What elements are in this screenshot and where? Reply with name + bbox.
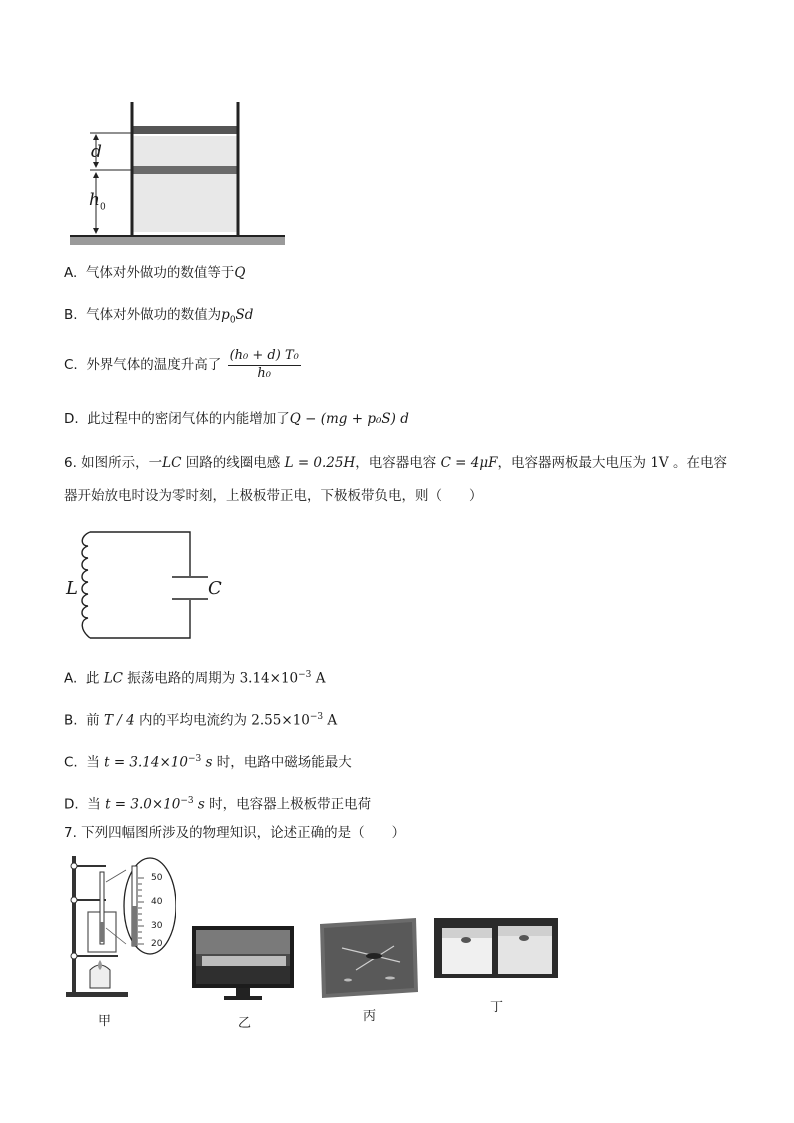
- q6-option-a: A. 此 LC 振荡电路的周期为 $3.14\times 10^{-3}$ A: [64, 670, 326, 687]
- label-h0: $h_0$: [89, 190, 106, 213]
- q5-option-d: D. 此过程中的密闭气体的内能增加了Q − (mg + p₀S) d: [64, 411, 409, 427]
- figure-yi: [192, 926, 296, 1004]
- thermo-tick-30: 30: [151, 921, 163, 931]
- label-L: L: [66, 578, 78, 599]
- gas-fill: [133, 136, 237, 232]
- q6-stem-line2: 器开始放电时设为零时刻，上极板带正电，下极板带负电，则（ ）: [64, 488, 483, 504]
- figure-bing: [320, 918, 418, 1000]
- caption-ding: 丁: [490, 1000, 504, 1015]
- fraction: $\frac{\text{(h₀ + d) T₀}}{\text{h₀}}$: [229, 348, 299, 381]
- ground: [70, 237, 285, 245]
- q5-option-c: C. 外界气体的温度升高了 $\frac{\text{(h₀ + d) T₀}}{\text{h₀}}$: [64, 348, 299, 381]
- thermo-tick-20: 20: [151, 939, 163, 949]
- label-C: C: [208, 578, 222, 599]
- piston-cylinder-figure: [70, 98, 285, 246]
- q6-option-c: C. 当 $t = 3.14\times 10^{-3}$ s 时，电路中磁场能最大: [64, 754, 352, 771]
- q7-stem: 7. 下列四幅图所涉及的物理知识，论述正确的是（ ）: [64, 825, 406, 841]
- q5-option-a: A. 气体对外做功的数值等于Q: [64, 265, 246, 281]
- label-d: d: [91, 142, 102, 162]
- piston-plate: [133, 166, 237, 174]
- q5-option-b: B. 气体对外做功的数值为$p_0Sd$: [64, 307, 254, 326]
- thermo-tick-50: 50: [151, 873, 163, 883]
- figure-ding: [434, 918, 558, 978]
- caption-jia: 甲: [98, 1014, 112, 1029]
- q6-option-b: B. 前 T / 4 内的平均电流约为 $2.55\times 10^{-3}$ A: [64, 712, 338, 729]
- piston-top-layer: [133, 126, 237, 134]
- q6-stem-line1: 6. 如图所示，一LC 回路的线圈电感 L = 0.25H，电容器电容 C = 4μF，电容器两板最大电压为 1V 。在电容: [64, 455, 727, 471]
- thermo-tick-40: 40: [151, 897, 163, 907]
- inductor-coil: [82, 532, 90, 638]
- caption-yi: 乙: [238, 1016, 252, 1031]
- q6-option-d: D. 当 $t = 3.0\times 10^{-3}$ s 时，电容器上极板带正电荷: [64, 796, 372, 813]
- caption-bing: 丙: [363, 1009, 377, 1024]
